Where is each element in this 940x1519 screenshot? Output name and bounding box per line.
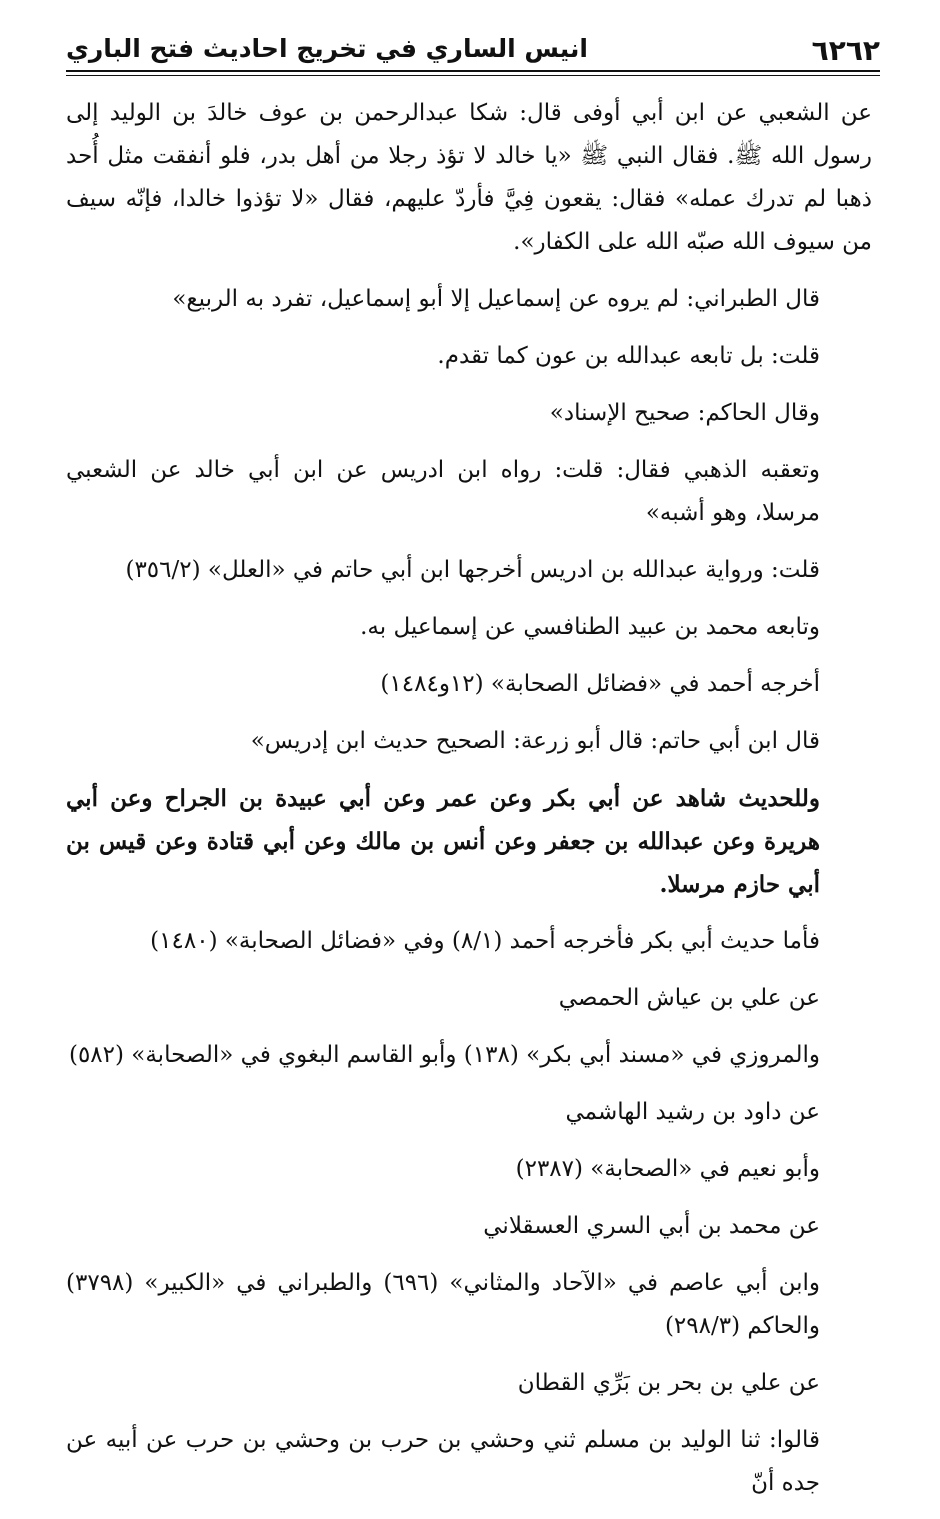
paragraph-p9: قال ابن أبي حاتم: قال أبو زرعة: الصحيح حديث ابن إدريس» — [250, 728, 820, 754]
paragraph-p15: وأبو نعيم في «الصحابة» (٢٣٨٧) — [515, 1156, 820, 1182]
paragraph-p4: وقال الحاكم: صحيح الإسناد» — [549, 400, 820, 426]
paragraph-p6: قلت: ورواية عبدالله بن ادريس أخرجها ابن أبي حاتم في «العلل» (٣٥٦/٢) — [125, 557, 820, 583]
paragraph-p14: عن داود بن رشيد الهاشمي — [565, 1099, 820, 1125]
page-header — [66, 32, 880, 70]
header-rule — [66, 70, 880, 72]
paragraph-p18: عن علي بن بحر بن بَرِّي القطان — [517, 1370, 820, 1396]
paragraph-p11: فأما حديث أبي بكر فأخرجه أحمد (٨/١) وفي «فضائل الصحابة» (١٤٨٠) — [150, 928, 820, 954]
page-number: ٦٢٦٢ — [811, 34, 880, 67]
paragraph-p1: عن الشعبي عن ابن أبي أوفى قال: شكا عبدالرحمن بن عوف خالدَ بن الوليد إلى رسول الله ﷺ. فقال النبي ﷺ «يا خالد لا تؤذ رجلا من أهل بدر، فلو أنفقت مثل أُحد ذهبا لم تدرك عمله» فقال: يقعون فِيَّ فأردّ عليهم، فقال «لا تؤذوا خالدا، فإنّه سيف من سيوف الله صبّه الله على الكفار». — [66, 100, 872, 255]
paragraph-p3: قلت: بل تابعه عبدالله بن عون كما تقدم. — [437, 343, 820, 369]
running-title: انيس الساري في تخريج احاديث فتح الباري — [66, 34, 588, 63]
page-body — [66, 92, 872, 1519]
paragraph-p12: عن علي بن عياش الحمصي — [558, 985, 820, 1011]
paragraph-p5: وتعقبه الذهبي فقال: قلت: رواه ابن ادريس عن ابن أبي خالد عن الشعبي مرسلا، وهو أشبه» — [66, 457, 820, 526]
paragraph-p7: وتابعه محمد بن عبيد الطنافسي عن إسماعيل به. — [360, 614, 820, 640]
paragraph-p10: وللحديث شاهد عن أبي بكر وعن عمر وعن أبي عبيدة بن الجراح وعن أبي هريرة وعن عبدالله بن جعفر وعن أنس بن مالك وعن أبي قتادة وعن قيس بن أبي حازم مرسلا. — [66, 785, 820, 898]
paragraph-p13: والمروزي في «مسند أبي بكر» (١٣٨) وأبو القاسم البغوي في «الصحابة» (٥٨٢) — [68, 1042, 820, 1068]
header-rule-thin — [66, 75, 880, 76]
paragraph-p2: قال الطبراني: لم يروه عن إسماعيل إلا أبو إسماعيل، تفرد به الربيع» — [172, 286, 820, 312]
paragraph-p16: عن محمد بن أبي السري العسقلاني — [483, 1213, 820, 1239]
paragraph-p8: أخرجه أحمد في «فضائل الصحابة» (١٢و١٤٨٤) — [380, 671, 820, 697]
paragraph-p19: قالوا: ثنا الوليد بن مسلم ثني وحشي بن حرب بن وحشي بن حرب عن أبيه عن جده أنّ — [66, 1427, 820, 1496]
paragraph-p17: وابن أبي عاصم في «الآحاد والمثاني» (٦٩٦) والطبراني في «الكبير» (٣٧٩٨) والحاكم (٢٩٨/٣) — [66, 1270, 820, 1339]
